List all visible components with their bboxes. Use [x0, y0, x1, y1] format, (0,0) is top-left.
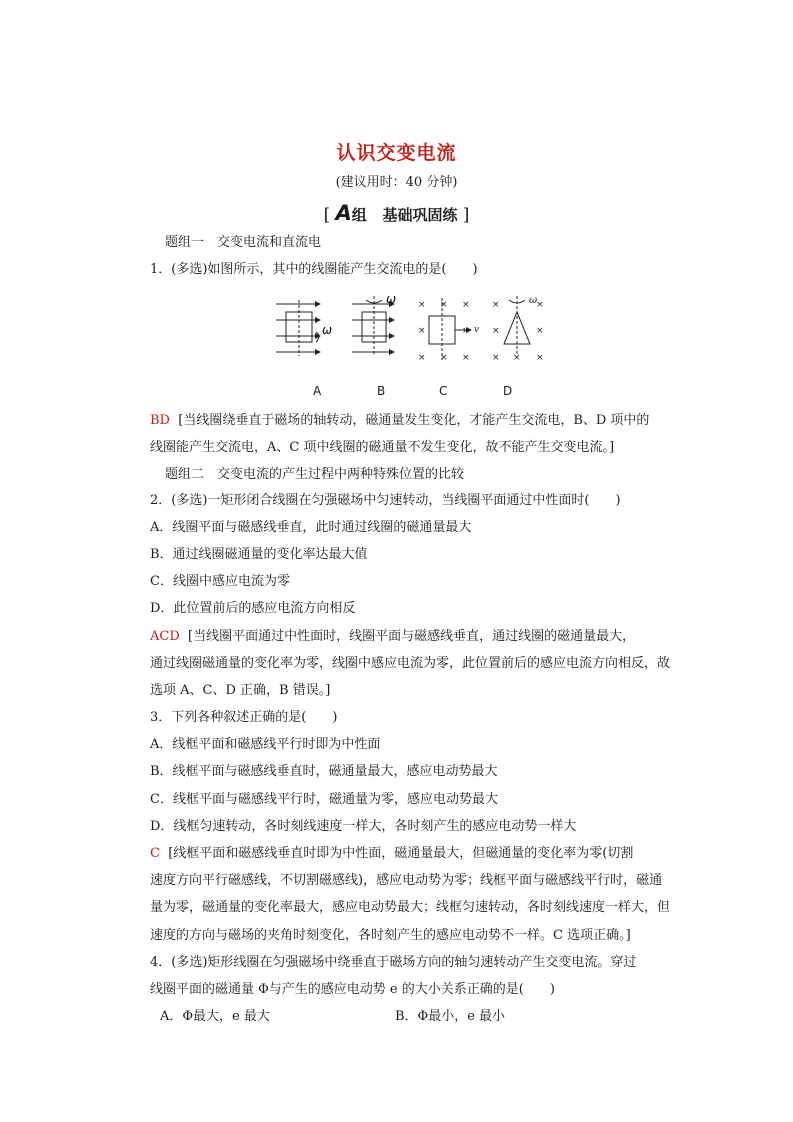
q4-stem-2: 线圈平面的磁通量 Φ与产生的感应电动势 e 的大小关系正确的是( ): [150, 982, 555, 997]
figure-d-omega: ω: [529, 295, 538, 306]
figure-a-omega: ω: [322, 323, 333, 337]
q1-stem: 1．(多选)如图所示，其中的线圈能产生交流电的是( ): [150, 262, 478, 277]
figure-c: [418, 300, 470, 363]
q3-explain-1: [线框平面和磁感线垂直时即为中性面，磁通量最大，但磁通量的变化率为零(切割: [168, 846, 634, 861]
figure-label-a: A: [313, 384, 322, 398]
q2-option-b: B．通过线圈磁通量的变化率达最大值: [150, 547, 368, 562]
page-title: 认识交变电流: [336, 142, 457, 164]
q3-answer-line1: [150, 846, 633, 862]
figure-label-c: C: [439, 384, 448, 398]
q3-answer: C: [150, 846, 160, 861]
q3-option-b: B．线框平面与磁感线垂直时，磁通量最大，感应电动势最大: [150, 764, 498, 779]
figure-c-velocity: v: [474, 325, 480, 335]
svg-text:×: ×: [492, 326, 500, 336]
group-heading: [0, 201, 793, 225]
q1-answer-line1: [150, 413, 649, 429]
svg-text:×: ×: [536, 300, 544, 310]
q2-explain-1: [当线圈平面通过中性面时，线圈平面与磁感线垂直，通过线圈的磁通量最大，: [188, 629, 636, 644]
q3-explain-3: 量为零，磁通量的变化率最大，感应电动势最大；线框匀速转动，各时刻线速度一样大，但: [150, 900, 671, 915]
section-heading-1: 题组一 交变电流和直流电: [165, 235, 322, 250]
q3-option-c: C．线框平面与磁感线平行时，磁通量为零，感应电动势最大: [150, 792, 498, 807]
svg-text:×: ×: [462, 353, 470, 363]
q2-answer-line1: [150, 629, 635, 645]
q2-explain-3: 选项 A、C、D 正确，B 错误。]: [150, 683, 331, 698]
svg-text:×: ×: [536, 326, 544, 336]
svg-text:×: ×: [492, 300, 500, 310]
svg-text:×: ×: [440, 353, 448, 363]
suggested-time: (建议用时：40 分钟): [335, 175, 458, 190]
figure-d-loop: [504, 296, 530, 356]
svg-text:×: ×: [462, 300, 470, 310]
svg-text:×: ×: [418, 353, 426, 363]
q4-stem-1: 4．(多选)矩形线圈在匀强磁场中绕垂直于磁场方向的轴匀速转动产生交变电流。穿过: [150, 955, 637, 970]
q4-option-b: B．Φ最小，e 最小: [395, 1009, 506, 1024]
q2-option-a: A．线圈平面与磁感线垂直，此时通过线圈的磁通量最大: [150, 520, 472, 535]
q3-option-a: A．线框平面和磁感线平行时即为中性面: [150, 737, 381, 752]
q3-explain-2: 速度方向平行磁感线，不切割磁感线)，感应电动势为零；线框平面与磁感线平行时，磁通: [150, 873, 663, 888]
svg-text:×: ×: [513, 353, 521, 363]
figure-d: [492, 300, 544, 363]
q2-option-d: D．此位置前后的感应电流方向相反: [150, 601, 356, 616]
figure-b-omega: ω: [386, 294, 397, 306]
section-heading-2: 题组二 交变电流的产生过程中两种特殊位置的比较: [165, 467, 465, 482]
q3-stem: 3．下列各种叙述正确的是( ): [150, 710, 338, 725]
q3-option-d: D．线框匀速转动，各时刻线速度一样大，各时刻产生的感应电动势一样大: [150, 819, 577, 834]
group-label: 组: [351, 206, 367, 224]
q2-answer: ACD: [150, 629, 180, 644]
q2-stem: 2．(多选)一矩形闭合线圈在匀强磁场中匀速转动，当线圈平面通过中性面时( ): [150, 493, 621, 508]
svg-text:×: ×: [440, 300, 448, 310]
svg-text:×: ×: [418, 326, 426, 336]
group-letter: A: [335, 201, 352, 225]
q3-explain-4: 速度的方向与磁场的夹角时刻变化，各时刻产生的感应电动势不一样。C 选项正确。]: [150, 928, 631, 943]
q4-option-a: A．Φ最大，e 最大: [160, 1009, 270, 1024]
svg-text:×: ×: [536, 353, 544, 363]
bracket-close: ]: [462, 205, 470, 225]
group-name: 基础巩固练: [382, 206, 458, 224]
figure-label-d: D: [503, 384, 513, 398]
bracket-open: [: [323, 205, 331, 225]
q1-explain-2: 线圈能产生交流电，A、C 项中线圈的磁通量不发生变化，故不能产生交变电流。]: [150, 440, 615, 455]
q2-explain-2: 通过线圈磁通量的变化率为零，线圈中感应电流为零，此位置前后的感应电流方向相反，故: [150, 656, 671, 671]
figure-label-b: B: [377, 384, 386, 398]
q2-option-c: C．线圈中感应电流为零: [150, 574, 290, 589]
svg-text:×: ×: [418, 300, 426, 310]
svg-text:×: ×: [492, 353, 500, 363]
q1-figure: [272, 294, 558, 374]
svg-text:×: ×: [462, 326, 470, 336]
q1-explain-1: [当线圈绕垂直于磁场的轴转动，磁通量发生变化，才能产生交流电，B、D 项中的: [178, 413, 650, 428]
q1-answer: BD: [150, 413, 170, 428]
figure-a: [276, 300, 320, 356]
